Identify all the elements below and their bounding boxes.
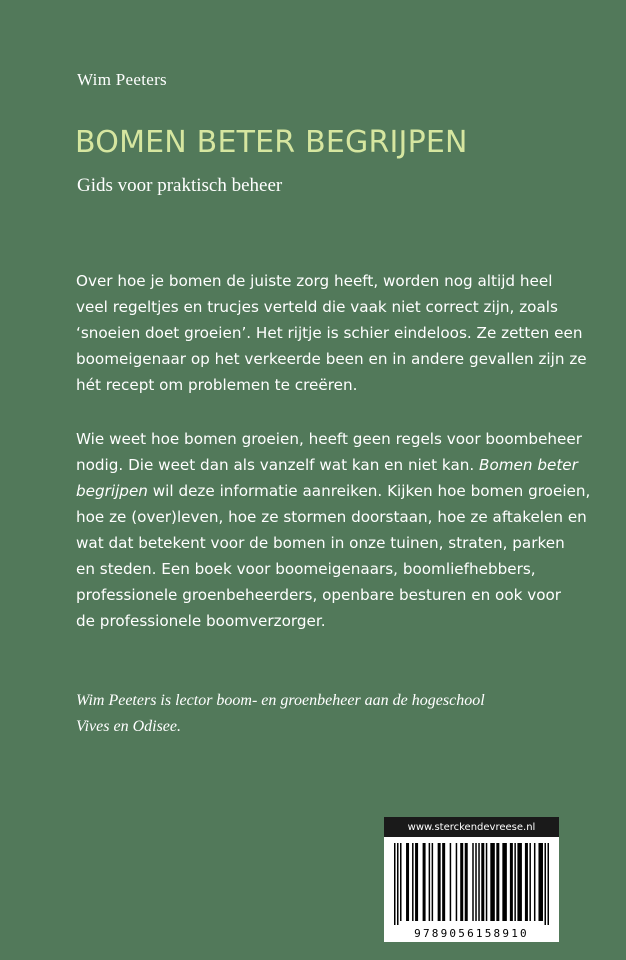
barcode-bar: [510, 843, 513, 921]
barcode-bar: [514, 843, 516, 921]
barcode-bar: [544, 843, 546, 925]
barcode-bar: [529, 843, 531, 921]
barcode-bar: [432, 843, 434, 921]
text-line: Over hoe je bomen de juiste zorg heeft, worden nog altijd heel: [76, 272, 553, 290]
barcode-bar: [423, 843, 426, 921]
barcode-bar: [397, 843, 399, 925]
text-line: Vives en Odisee.: [76, 718, 181, 735]
barcode-bar: [465, 843, 468, 921]
text-segment: nodig. Die weet dan als vanzelf wat kan en niet kan.: [76, 456, 480, 474]
barcode-bar: [502, 843, 507, 921]
barcode-bar: [442, 843, 445, 921]
text-line: hét recept om problemen te creëren.: [76, 376, 358, 394]
isbn-number: 9789056158910: [414, 927, 529, 940]
barcode-bar: [406, 843, 409, 921]
book-title-italic: Bomen beter: [479, 456, 578, 474]
barcode-bar: [538, 843, 543, 921]
barcode-bar: [486, 843, 488, 921]
text-line: de professionele boomverzorger.: [76, 612, 326, 630]
barcode-bar: [412, 843, 414, 921]
author-bio: [76, 688, 556, 740]
barcode-bars: [392, 843, 551, 925]
description-paragraph-2: [76, 426, 591, 634]
publisher-url: www.sterckendevreese.nl: [384, 817, 559, 837]
barcode-bar: [456, 843, 458, 921]
text-segment: wil deze informatie aanreiken. Kijken hoe bomen groeien,: [147, 482, 591, 500]
book-title-italic: begrijpen: [76, 482, 148, 500]
author-name: Wim Peeters: [77, 70, 167, 89]
barcode-bar: [478, 843, 480, 921]
text-line: veel regeltjes en trucjes verteld die vaak niet correct zijn, zoals: [76, 298, 558, 316]
isbn-barcode: [384, 817, 559, 942]
text-line: wat dat betekent voor de bomen in onze tuinen, straten, parken: [76, 534, 565, 552]
barcode-bar: [490, 843, 495, 921]
barcode-bar: [438, 843, 441, 921]
book-title: BOMEN BETER BEGRIJPEN: [75, 125, 468, 160]
text-line: [76, 452, 578, 478]
barcode-bar: [534, 843, 536, 921]
barcode-bar: [475, 843, 477, 921]
barcode-bar: [517, 843, 522, 921]
text-line: en steden. Een boek voor boomeigenaars, boomliefhebbers,: [76, 560, 536, 578]
text-line: Wim Peeters is lector boom- en groenbeheer aan de hogeschool: [76, 692, 485, 709]
text-line: Wie weet hoe bomen groeien, heeft geen regels voor boombeheer: [76, 430, 582, 448]
barcode-bar: [525, 843, 528, 921]
barcode-bar: [548, 843, 550, 925]
barcode-bar: [481, 843, 484, 921]
text-line: professionele groenbeheerders, openbare besturen en ook voor: [76, 586, 562, 604]
barcode-bar: [394, 843, 396, 925]
text-line: ‘snoeien doet groeien’. Het rijtje is schier eindeloos. Ze zetten een: [76, 324, 583, 342]
barcode-bar: [496, 843, 499, 921]
barcode-bar: [429, 843, 431, 921]
barcode-bar: [472, 843, 474, 921]
text-line: boomeigenaar op het verkeerde been en in andere gevallen zijn ze: [76, 350, 587, 368]
barcode-bar: [450, 843, 452, 921]
text-line: hoe ze (over)leven, hoe ze stormen doorstaan, hoe ze aftakelen en: [76, 508, 587, 526]
barcode-bar: [415, 843, 418, 921]
book-subtitle: Gids voor praktisch beheer: [77, 175, 283, 196]
description-paragraph-1: [76, 268, 587, 398]
text-line: [76, 478, 591, 504]
barcode-bar: [460, 843, 463, 921]
barcode-bar: [400, 843, 402, 921]
